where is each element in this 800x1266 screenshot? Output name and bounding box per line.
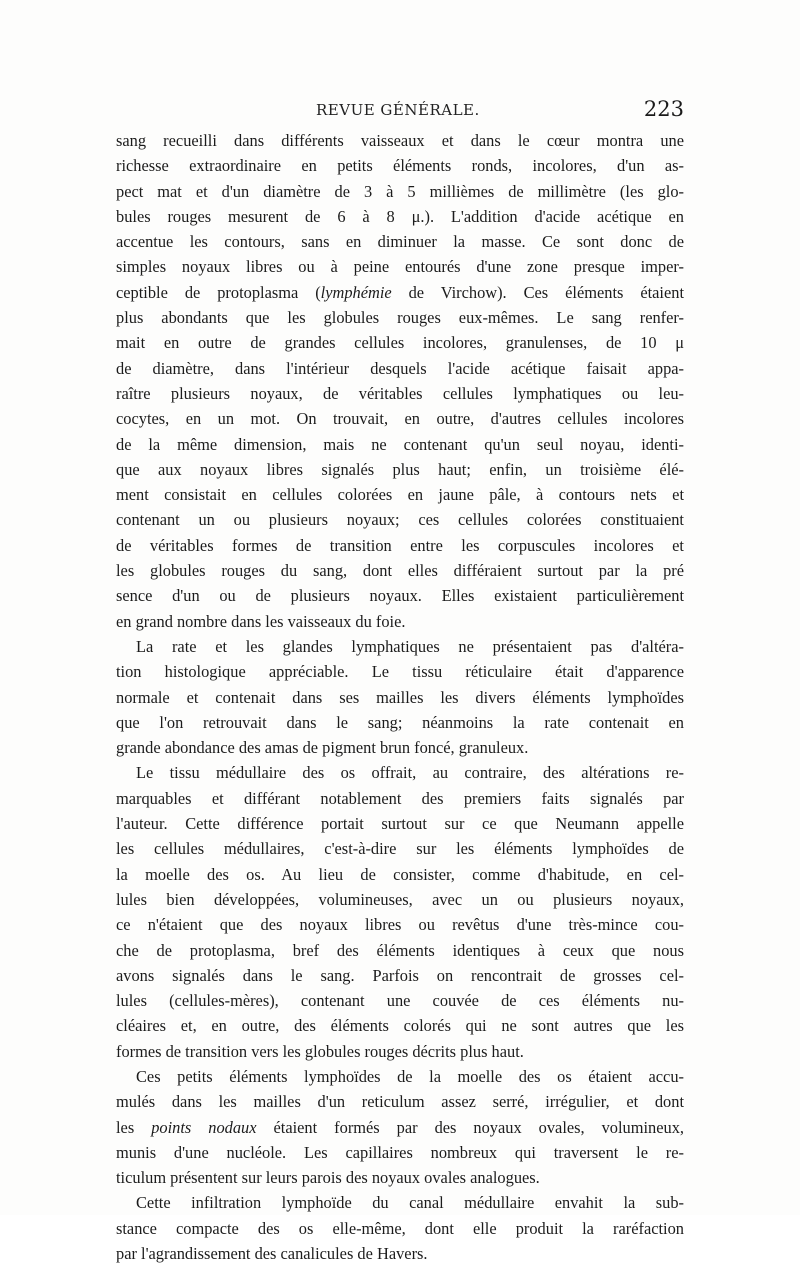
line-text: formes de transition vers les globules rouges décrits plus haut.: [116, 1041, 524, 1061]
italic-term: points nodaux: [151, 1117, 257, 1137]
body-text: [116, 128, 684, 1266]
text-line: [116, 406, 684, 431]
text-line: [116, 609, 684, 634]
text-line: [116, 685, 684, 710]
line-text: richesse extraordinaire en petits éléments ronds, incolores, d'un as-: [116, 156, 684, 176]
line-text: lules bien développées, volumineuses, avec un ou plusieurs noyaux,: [116, 889, 684, 909]
line-text: de véritables formes de transition entre les corpuscules incolores et: [116, 535, 684, 555]
text-line: [116, 533, 684, 558]
text-line: [116, 1089, 684, 1114]
running-title: REVUE GÉNÉRALE.: [316, 101, 480, 119]
line-text: normale et contenait dans ses mailles les divers éléments lymphoïdes: [116, 687, 684, 707]
text-line: [116, 558, 684, 583]
line-text: contenant un ou plusieurs noyaux; ces cellules colorées constituaient: [116, 510, 684, 530]
line-text: de diamètre, dans l'intérieur desquels l'acide acétique faisait appa-: [116, 358, 684, 378]
text-line: [116, 305, 684, 330]
line-text: Le tissu médullaire des os offrait, au contraire, des altérations re-: [136, 763, 684, 783]
line-text: de la même dimension, mais ne contenant qu'un seul noyau, identi-: [116, 434, 684, 454]
text-line: [116, 229, 684, 254]
line-text: che de protoplasma, bref des éléments identiques à ceux que nous: [116, 940, 684, 960]
line-text: par l'agrandissement des canalicules de Havers.: [116, 1244, 428, 1264]
line-text: les cellules médullaires, c'est-à-dire sur les éléments lymphoïdes de: [116, 839, 684, 859]
line-text: en grand nombre dans les vaisseaux du foie.: [116, 611, 406, 631]
line-text: bules rouges mesurent de 6 à 8 μ.). L'addition d'acide acétique en: [116, 206, 684, 226]
line-text: ment consistait en cellules colorées en jaune pâle, à contours nets et: [116, 485, 684, 505]
line-text: que aux noyaux libres signalés plus haut; enfin, un troisième élé-: [116, 459, 684, 479]
line-text: ticulum présentent sur leurs parois des noyaux ovales analogues.: [116, 1168, 540, 1188]
line-text: tion histologique appréciable. Le tissu réticulaire était d'apparence: [116, 662, 684, 682]
text-line: [116, 128, 684, 153]
line-text: ce n'étaient que des noyaux libres ou revêtus d'une très-mince cou-: [116, 915, 684, 935]
text-line: [116, 381, 684, 406]
line-text: cléaires et, en outre, des éléments colorés qui ne sont autres que les: [116, 1016, 684, 1036]
line-text: pect mat et d'un diamètre de 3 à 5 millièmes de millimètre (les glo-: [116, 181, 684, 201]
text-line: [116, 482, 684, 507]
line-text: grande abondance des amas de pigment brun foncé, granuleux.: [116, 738, 529, 758]
text-line: [116, 1140, 684, 1165]
text-line: [116, 1165, 684, 1190]
italic-term: lymphémie: [320, 282, 392, 302]
text-line: [116, 1241, 684, 1266]
line-text: sence d'un ou de plusieurs noyaux. Elles existaient particulièrement: [116, 586, 684, 606]
line-text: La rate et les glandes lymphatiques ne présentaient pas d'altéra-: [136, 636, 684, 656]
text-line: [116, 735, 684, 760]
line-text-after: de Virchow). Ces éléments étaient: [391, 282, 684, 302]
text-line: [116, 583, 684, 608]
line-text: stance compacte des os elle-même, dont elle produit la raréfaction: [116, 1218, 684, 1238]
line-text: simples noyaux libres ou à peine entourés d'une zone presque imper-: [116, 257, 684, 277]
text-line: [116, 356, 684, 381]
text-line: [116, 153, 684, 178]
text-line: [116, 1115, 684, 1140]
line-text: sang recueilli dans différents vaisseaux et dans le cœur montra une: [116, 131, 684, 150]
text-line: [116, 1190, 684, 1215]
text-line: [116, 204, 684, 229]
text-line: [116, 710, 684, 735]
line-text: Cette infiltration lymphoïde du canal médullaire envahit la sub-: [136, 1193, 684, 1213]
text-line: [116, 836, 684, 861]
line-text: les globules rouges du sang, dont elles différaient surtout par la pré: [116, 561, 684, 581]
text-line: [116, 786, 684, 811]
line-text: que l'on retrouvait dans le sang; néanmoins la rate contenait en: [116, 712, 684, 732]
text-line: [116, 1216, 684, 1241]
text-line: [116, 760, 684, 785]
page-number: 223: [643, 97, 684, 121]
text-line: [116, 988, 684, 1013]
line-text: ceptible de protoplasma (: [116, 282, 321, 302]
line-text: Ces petits éléments lymphoïdes de la moelle des os étaient accu-: [136, 1066, 684, 1086]
line-text: raître plusieurs noyaux, de véritables cellules lymphatiques ou leu-: [116, 383, 684, 403]
line-text: plus abondants que les globules rouges eux-mêmes. Le sang renfer-: [116, 308, 684, 328]
text-line: [116, 862, 684, 887]
text-line: [116, 330, 684, 355]
running-head: [116, 97, 684, 127]
text-line: [116, 179, 684, 204]
line-text: accentue les contours, sans en diminuer la masse. Ce sont donc de: [116, 232, 684, 252]
text-line: [116, 507, 684, 532]
text-line: [116, 887, 684, 912]
line-text: mait en outre de grandes cellules incolores, granulenses, de 10 μ: [116, 333, 684, 353]
line-text: lules (cellules-mères), contenant une couvée de ces éléments nu-: [116, 991, 684, 1011]
text-line: [116, 912, 684, 937]
line-text: mulés dans les mailles d'un reticulum assez serré, irrégulier, et dont: [116, 1092, 684, 1112]
line-text-after: étaient formés par des noyaux ovales, volumineux,: [256, 1117, 684, 1137]
text-line: [116, 280, 684, 305]
text-line: [116, 1039, 684, 1064]
text-line: [116, 938, 684, 963]
line-text: cocytes, en un mot. On trouvait, en outre, d'autres cellules incolores: [116, 409, 684, 429]
text-line: [116, 963, 684, 988]
line-text: marquables et différant notablement des premiers faits signalés par: [116, 788, 684, 808]
text-line: [116, 1064, 684, 1089]
text-line: [116, 659, 684, 684]
line-text: munis d'une nucléole. Les capillaires nombreux qui traversent le re-: [116, 1142, 684, 1162]
text-line: [116, 634, 684, 659]
line-text: les: [116, 1117, 152, 1137]
text-line: [116, 811, 684, 836]
text-line: [116, 1013, 684, 1038]
text-line: [116, 254, 684, 279]
line-text: avons signalés dans le sang. Parfois on rencontrait de grosses cel-: [116, 965, 684, 985]
line-text: l'auteur. Cette différence portait surtout sur ce que Neumann appelle: [116, 814, 684, 834]
text-line: [116, 457, 684, 482]
line-text: la moelle des os. Au lieu de consister, comme d'habitude, en cel-: [116, 864, 684, 884]
text-line: [116, 432, 684, 457]
